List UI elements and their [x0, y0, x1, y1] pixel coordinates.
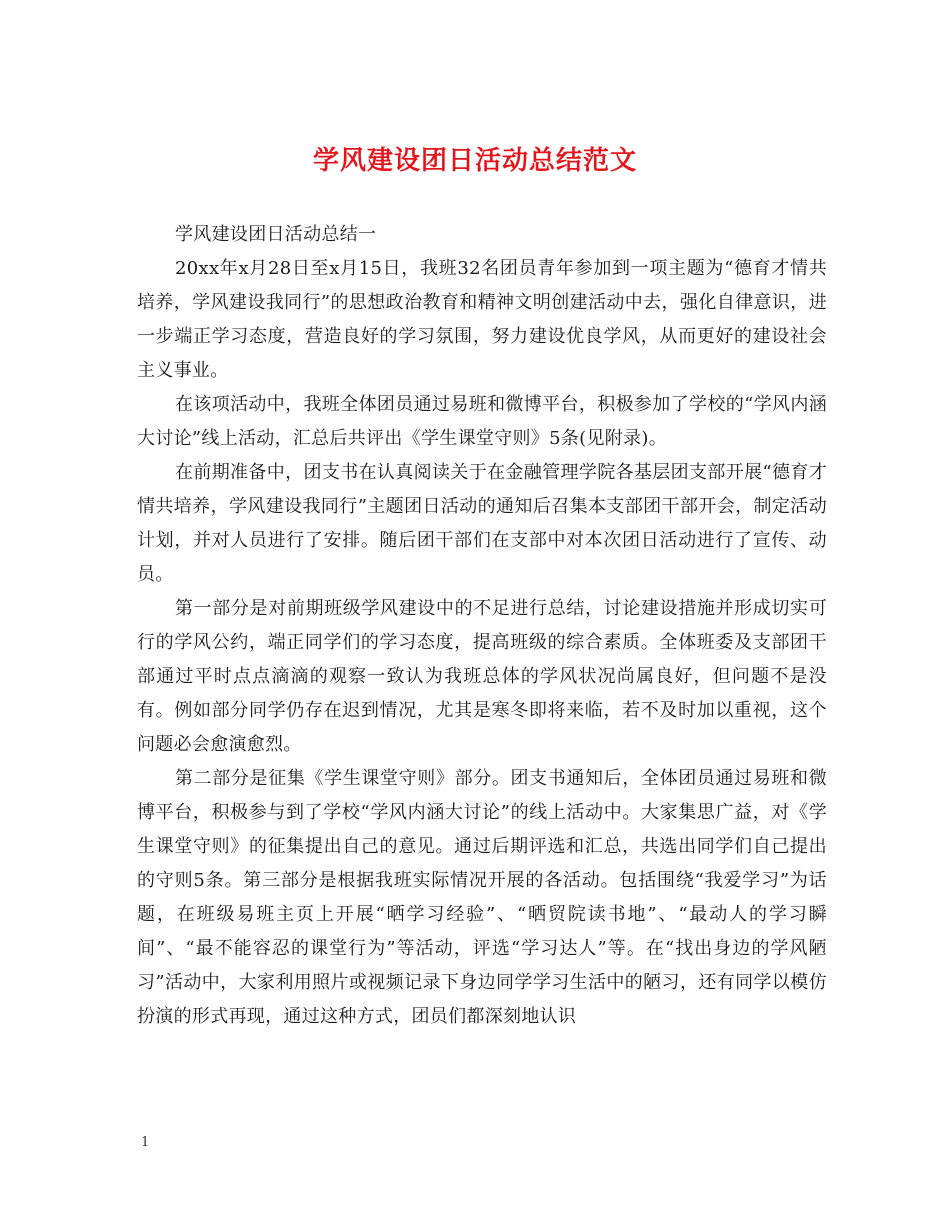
paragraph-preparation: 在前期准备中，团支书在认真阅读关于在金融管理学院各基层团支部开展“德育才情共培养，学风建设我同行”主题团日活动的通知后召集本支部团干部开会，制定活动计划，并对人员进行了安排。随后团干部们在支部中对本次团日活动进行了宣传、动员。 [137, 462, 827, 585]
document-title: 学风建设团日活动总结范文 [312, 146, 637, 176]
page-number: 1 [141, 1135, 150, 1150]
paragraph-part-one: 第一部分是对前期班级学风建设中的不足进行总结，讨论建设措施并形成切实可行的学风公约，端正同学们的学习态度，提高班级的综合素质。全体班委及支部团干部通过平时点点滴滴的观察一致认为我班总体的学风状况尚属良好，但问题不是没有。例如部分同学仍存在迟到情况，尤其是寒冬即将来临，若不及时加以重视，这个问题必会愈演愈烈。 [137, 598, 827, 755]
paragraph-part-two: 第二部分是征集《学生课堂守则》部分。团支书通知后，全体团员通过易班和微博平台，积极参与到了学校“学风内涵大讨论”的线上活动中。大家集思广益，对《学生课堂守则》的征集提出自己的意见。通过后期评选和汇总，共选出同学们自己提出的守则5条。第三部分是根据我班实际情况开展的各活动。包括围绕“我爱学习”为话题，在班级易班主页上开展“晒学习经验”、“晒贸院读书地”、“最动人的学习瞬间”、“最不能容忍的课堂行为”等活动，评选“学习达人”等。在“找出身边的学风陋习”活动中，大家利用照片或视频记录下身边同学学习生活中的陋习，还有同学以模仿扮演的形式再现，通过这种方式，团员们都深刻地认识 [137, 768, 827, 1027]
paragraph-intro: 20xx年x月28日至x月15日，我班32名团员青年参加到一项主题为“德育才情共培养，学风建设我同行”的思想政治教育和精神文明创建活动中去，强化自律意识，进一步端正学习态度，营造良好的学习氛围，努力建设优良学风，从而更好的建设社会主义事业。 [137, 258, 827, 381]
document-body [137, 218, 827, 1034]
paragraph-section-heading: 学风建设团日活动总结一 [175, 224, 377, 245]
paragraph-online-activity: 在该项活动中，我班全体团员通过易班和微博平台，积极参加了学校的“学风内涵大讨论”线上活动，汇总后共评出《学生课堂守则》5条(见附录)。 [137, 394, 827, 449]
